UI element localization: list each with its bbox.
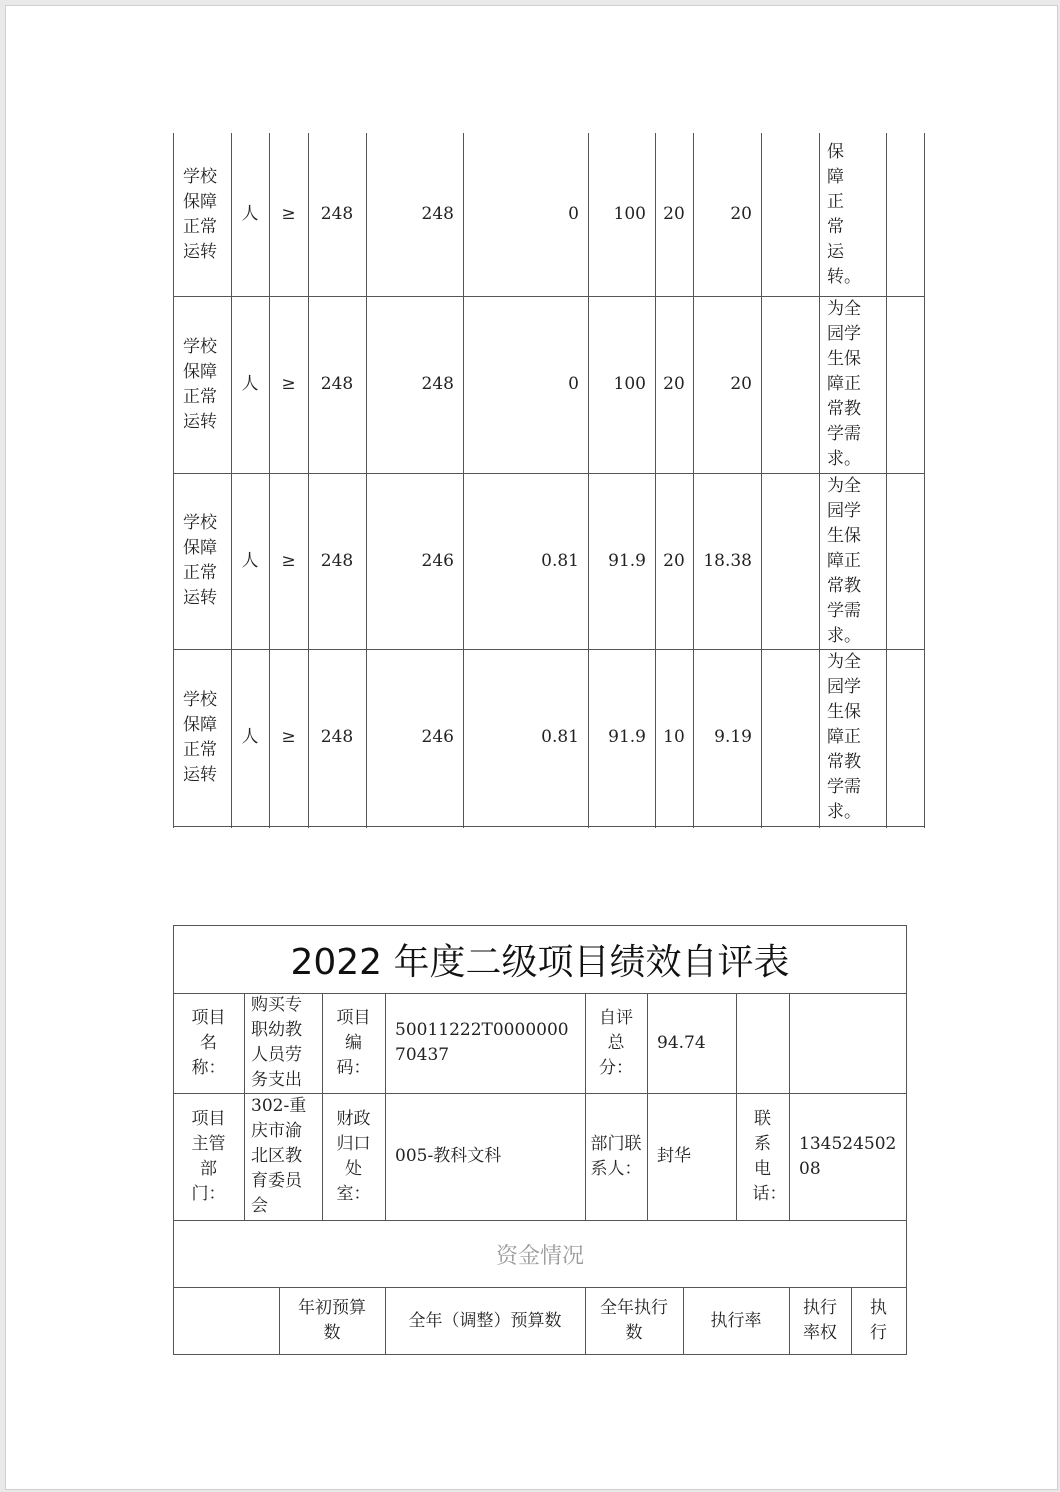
form-title: 2022 年度二级项目绩效自评表 <box>290 941 790 983</box>
score-cell: 18.38 <box>703 550 752 571</box>
phone-label: 联系电话： <box>752 1108 787 1204</box>
operator-cell: ≥ <box>281 204 296 224</box>
col-initial-budget: 年初预算数 <box>298 1298 366 1343</box>
operator-cell: ≥ <box>281 550 296 571</box>
score-cell: 20 <box>730 204 752 224</box>
weight-cell: 10 <box>663 727 685 747</box>
dept-value: 302-重庆市渝北区教育委员会 <box>251 1096 307 1216</box>
self-score-label: 自评总分： <box>599 1007 633 1078</box>
unit-cell: 人 <box>241 550 259 571</box>
deviation-cell: 0.81 <box>541 727 579 747</box>
col-executed: 全年执行数 <box>600 1298 668 1343</box>
rate-cell: 91.9 <box>608 550 646 571</box>
finance-label: 财政归口处室： <box>336 1108 371 1204</box>
note-cell: 为全园学生保障正常教学需求。 <box>827 299 861 469</box>
note-cell: 为全园学生保障正常教学需求。 <box>827 475 861 646</box>
project-code-label: 项目编码： <box>336 1007 371 1078</box>
finance-value: 005-教科文科 <box>395 1146 502 1166</box>
note-cell: 为全园学生保障正常教学需求。 <box>827 652 861 822</box>
weight-cell: 20 <box>663 550 685 571</box>
score-cell: 9.19 <box>714 727 752 747</box>
indicator-name: 学校保障正常运转 <box>183 166 217 262</box>
score-cell: 20 <box>730 374 752 394</box>
note-cell: 保障正常运转。 <box>827 141 861 287</box>
last-cell <box>886 296 924 473</box>
weight-cell: 20 <box>663 374 685 394</box>
target-cell: 248 <box>320 550 354 571</box>
rate-cell: 100 <box>613 204 646 224</box>
operator-cell: ≥ <box>281 727 296 747</box>
funds-section-heading: 资金情况 <box>495 1243 584 1269</box>
indicator-name: 学校保障正常运转 <box>183 513 217 608</box>
unit-cell: 人 <box>241 727 259 747</box>
self-evaluation-table <box>173 925 907 1355</box>
indicator-name: 学校保障正常运转 <box>183 689 217 785</box>
phone-value: 13452450208 <box>799 1133 897 1179</box>
actual-cell: 246 <box>421 727 454 747</box>
extra-cell <box>761 133 819 296</box>
extra-cell <box>761 649 819 826</box>
actual-cell: 246 <box>421 550 454 571</box>
unit-cell: 人 <box>241 204 259 224</box>
deviation-cell: 0.81 <box>541 550 579 571</box>
indicator-table <box>173 133 925 828</box>
operator-cell: ≥ <box>281 374 296 394</box>
actual-cell: 248 <box>421 374 454 394</box>
project-name-value: 购买专职幼教人员劳务支出 <box>251 995 302 1090</box>
last-cell <box>886 133 924 296</box>
col-exec-rate: 执行率 <box>710 1310 762 1331</box>
extra-cell <box>761 473 819 649</box>
self-score-value: 94.74 <box>657 1032 706 1053</box>
indicator-name: 学校保障正常运转 <box>183 336 217 432</box>
col-exec: 执行 <box>870 1298 887 1343</box>
rate-cell: 100 <box>613 374 646 394</box>
contact-label: 部门联系人： <box>590 1133 642 1179</box>
unit-cell: 人 <box>241 374 259 394</box>
project-code-value: 50011222T000000070437 <box>395 1020 569 1065</box>
target-cell: 248 <box>320 374 354 394</box>
weight-cell: 20 <box>663 204 685 224</box>
deviation-cell: 0 <box>568 204 579 224</box>
actual-cell: 248 <box>421 204 454 224</box>
contact-value: 封华 <box>657 1146 691 1166</box>
deviation-cell: 0 <box>568 374 579 394</box>
col-exec-weight: 执行率权 <box>803 1298 837 1343</box>
extra-cell <box>761 296 819 473</box>
target-cell: 248 <box>320 727 354 747</box>
project-name-label: 项目名称： <box>191 1007 226 1078</box>
last-cell <box>886 473 924 649</box>
rate-cell: 91.9 <box>608 727 646 747</box>
dept-label: 项目主管部门： <box>191 1108 226 1204</box>
col-adjusted-budget: 全年（调整）预算数 <box>408 1310 562 1331</box>
last-cell <box>886 649 924 826</box>
target-cell: 248 <box>320 204 354 224</box>
